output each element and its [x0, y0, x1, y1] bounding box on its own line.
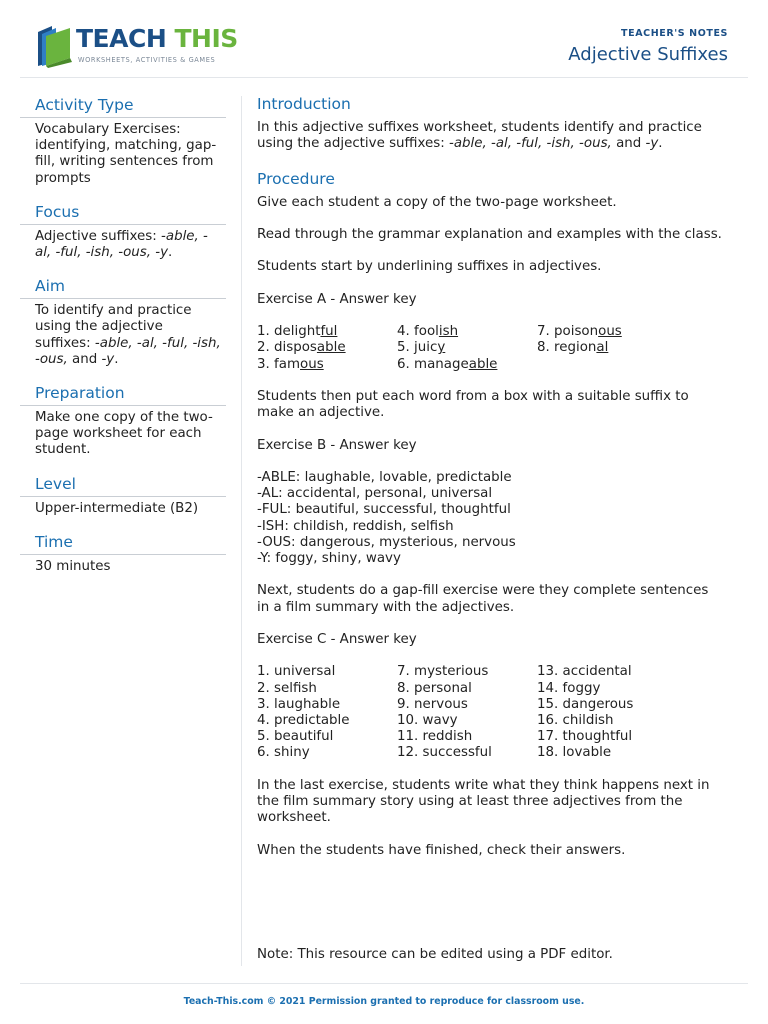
logo-tagline: WORKSHEETS, ACTIVITIES & GAMES — [78, 56, 216, 64]
exercise-c-title: Exercise C - Answer key — [257, 631, 417, 647]
list-item: -OUS: dangerous, mysterious, nervous — [257, 534, 516, 550]
answer-item: 10. wavy — [397, 712, 458, 728]
exercise-a-answers — [257, 324, 723, 373]
header-divider — [20, 77, 748, 78]
answer-item: 16. childish — [537, 712, 614, 728]
focus-text: Adjective suffixes: -able, -al, -ful, -ish, -ous, -y. — [35, 228, 208, 261]
answer-item: 14. foggy — [537, 680, 601, 696]
time-section — [20, 531, 226, 575]
procedure-step-2: Read through the grammar explanation and examples with the class. — [257, 226, 722, 242]
level-section — [20, 473, 226, 517]
answer-item: 5. juicy — [397, 340, 446, 356]
exercise-b-title: Exercise B - Answer key — [257, 437, 417, 453]
aim-heading: Aim — [20, 275, 226, 299]
answer-item: 8. regional — [537, 340, 609, 356]
answer-item: 7. poisonous — [537, 324, 622, 340]
page-header — [0, 0, 768, 80]
preparation-section — [20, 382, 226, 459]
answer-item: 5. beautiful — [257, 729, 334, 745]
level-text: Upper-intermediate (B2) — [35, 500, 199, 516]
answer-item: 6. shiny — [257, 745, 310, 761]
sidebar — [20, 94, 226, 589]
introduction-text: In this adjective suffixes worksheet, students identify and practice using the adjective suffixes: -able, -al, -ful, -ish, -ous, and -y. — [257, 120, 702, 152]
editor-note: Note: This resource can be edited using a PDF editor. — [257, 946, 613, 962]
answer-item: 1. delightful — [257, 324, 338, 340]
logo-wordmark: TEACH THIS — [76, 24, 238, 53]
procedure-step-3: Students start by underlining suffixes in adjectives. — [257, 259, 602, 275]
time-heading: Time — [20, 531, 226, 555]
answer-item: 3. famous — [257, 356, 324, 372]
answer-item: 17. thoughtful — [537, 729, 633, 745]
list-item: -ABLE: laughable, lovable, predictable — [257, 469, 512, 485]
focus-heading: Focus — [20, 201, 226, 225]
footer-copyright: Teach-This.com © 2021 Permission granted to reproduce for classroom use. — [183, 996, 585, 1007]
procedure-step-5: Next, students do a gap-fill exercise were they complete sentences in a film summary with the adjectives. — [257, 583, 709, 615]
introduction-heading: Introduction — [257, 95, 351, 113]
exercise-a-title: Exercise A - Answer key — [257, 291, 417, 307]
aim-section — [20, 275, 226, 368]
activity-type-text: Vocabulary Exercises: identifying, matching, gap-fill, writing sentences from prompts — [35, 122, 217, 186]
answer-item: 3. laughable — [257, 696, 341, 712]
answer-item: 2. disposable — [257, 340, 346, 356]
preparation-heading: Preparation — [20, 382, 226, 406]
book-icon — [36, 24, 74, 68]
exercise-c-answers — [257, 664, 723, 761]
main-content — [257, 94, 723, 963]
answer-item: 11. reddish — [397, 729, 473, 745]
teach-this-logo[interactable] — [36, 22, 238, 70]
list-item: -Y: foggy, shiny, wavy — [257, 550, 401, 566]
answer-item: 1. universal — [257, 664, 336, 680]
answer-item: 2. selfish — [257, 680, 317, 696]
answer-item: 7. mysterious — [397, 664, 489, 680]
level-heading: Level — [20, 473, 226, 497]
procedure-heading: Procedure — [257, 169, 335, 188]
answer-item: 9. nervous — [397, 696, 468, 712]
answer-item: 18. lovable — [537, 745, 612, 761]
answer-item: 15. dangerous — [537, 696, 634, 712]
time-text: 30 minutes — [35, 558, 111, 574]
procedure-step-4: Students then put each word from a box with a suitable suffix to make an adjective. — [257, 388, 689, 421]
teachers-notes-label: TEACHER'S NOTES — [621, 28, 728, 39]
list-item: -AL: accidental, personal, universal — [257, 486, 493, 502]
preparation-text: Make one copy of the two-page worksheet for each student. — [35, 410, 213, 458]
answer-item: 8. personal — [397, 680, 472, 696]
aim-text: To identify and practice using the adjective suffixes: -able, -al, -ful, -ish, -ous, and -y. — [35, 303, 221, 367]
column-divider — [241, 96, 242, 966]
list-item: -FUL: beautiful, successful, thoughtful — [257, 502, 511, 518]
activity-type-section — [20, 94, 226, 187]
footer-divider — [20, 983, 748, 984]
procedure-step-7: When the students have finished, check their answers. — [257, 842, 626, 858]
focus-section — [20, 201, 226, 261]
exercise-b-answers — [257, 470, 723, 567]
answer-item: 6. manageable — [397, 356, 498, 372]
answer-item: 13. accidental — [537, 664, 632, 680]
answer-item: 12. successful — [397, 745, 492, 761]
procedure-step-6: In the last exercise, students write what they think happens next in the film summary story using at least three adjectives from the worksheet. — [257, 777, 710, 826]
page-title: Adjective Suffixes — [568, 44, 728, 65]
answer-item: 4. foolish — [397, 324, 459, 340]
answer-item: 4. predictable — [257, 712, 350, 728]
activity-type-heading: Activity Type — [20, 94, 226, 118]
procedure-step-1: Give each student a copy of the two-page worksheet. — [257, 194, 617, 210]
spacer — [257, 875, 723, 947]
list-item: -ISH: childish, reddish, selfish — [257, 518, 454, 534]
